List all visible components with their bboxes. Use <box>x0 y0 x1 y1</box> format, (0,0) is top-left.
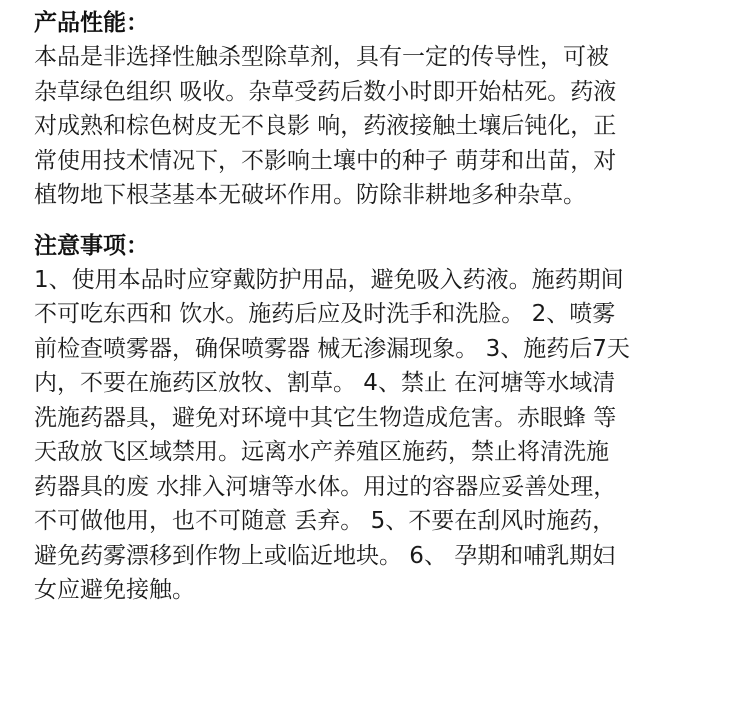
precautions-section <box>34 229 726 608</box>
performance-section <box>34 6 726 213</box>
text-line: 本品是非选择性触杀型除草剂，具有一定的传导性，可被 <box>34 44 609 70</box>
text-line: 女应避免接触。 <box>34 577 195 603</box>
text-line: 不可做他用，也不可随意 丢弃。 5、不要在刮风时施药， <box>34 508 616 534</box>
text-line: 天敌放飞区域禁用。远离水产养殖区施药，禁止将清洗施 <box>34 439 609 465</box>
text-line: 洗施药器具，避免对环境中其它生物造成危害。赤眼蜂 等 <box>34 404 617 431</box>
performance-paragraph <box>34 40 726 213</box>
section-spacer <box>34 213 726 229</box>
text-line: 常使用技术情况下，不影响土壤中的种子 萌芽和出苗，对 <box>34 147 617 174</box>
text-line: 杂草绿色组织 吸收。杂草受药后数小时即开始枯死。药液 <box>34 78 617 105</box>
text-line: 药器具的废 水排入河塘等水体。用过的容器应妥善处理， <box>34 473 617 500</box>
performance-heading: 产品性能： <box>34 10 149 36</box>
text-line: 1、使用本品时应穿戴防护用品，避免吸入药液。施药期间 <box>34 266 624 293</box>
precautions-heading: 注意事项： <box>34 232 149 259</box>
text-line: 对成熟和棕色树皮无不良影 响，药液接触土壤后钝化，正 <box>34 113 617 139</box>
text-line: 不可吃东西和 饮水。施药后应及时洗手和洗脸。 2、喷雾 <box>34 301 616 327</box>
text-line: 植物地下根茎基本无破坏作用。防除非耕地多种杂草。 <box>34 182 586 208</box>
text-line: 内，不要在施药区放牧、割草。 4、禁止 在河塘等水域清 <box>34 370 616 396</box>
precautions-paragraph <box>34 263 726 608</box>
text-line: 避免药雾漂移到作物上或临近地块。 6、 孕期和哺乳期妇 <box>34 542 616 569</box>
text-line: 前检查喷雾器，确保喷雾器 械无渗漏现象。 3、施药后7天 <box>34 335 630 362</box>
